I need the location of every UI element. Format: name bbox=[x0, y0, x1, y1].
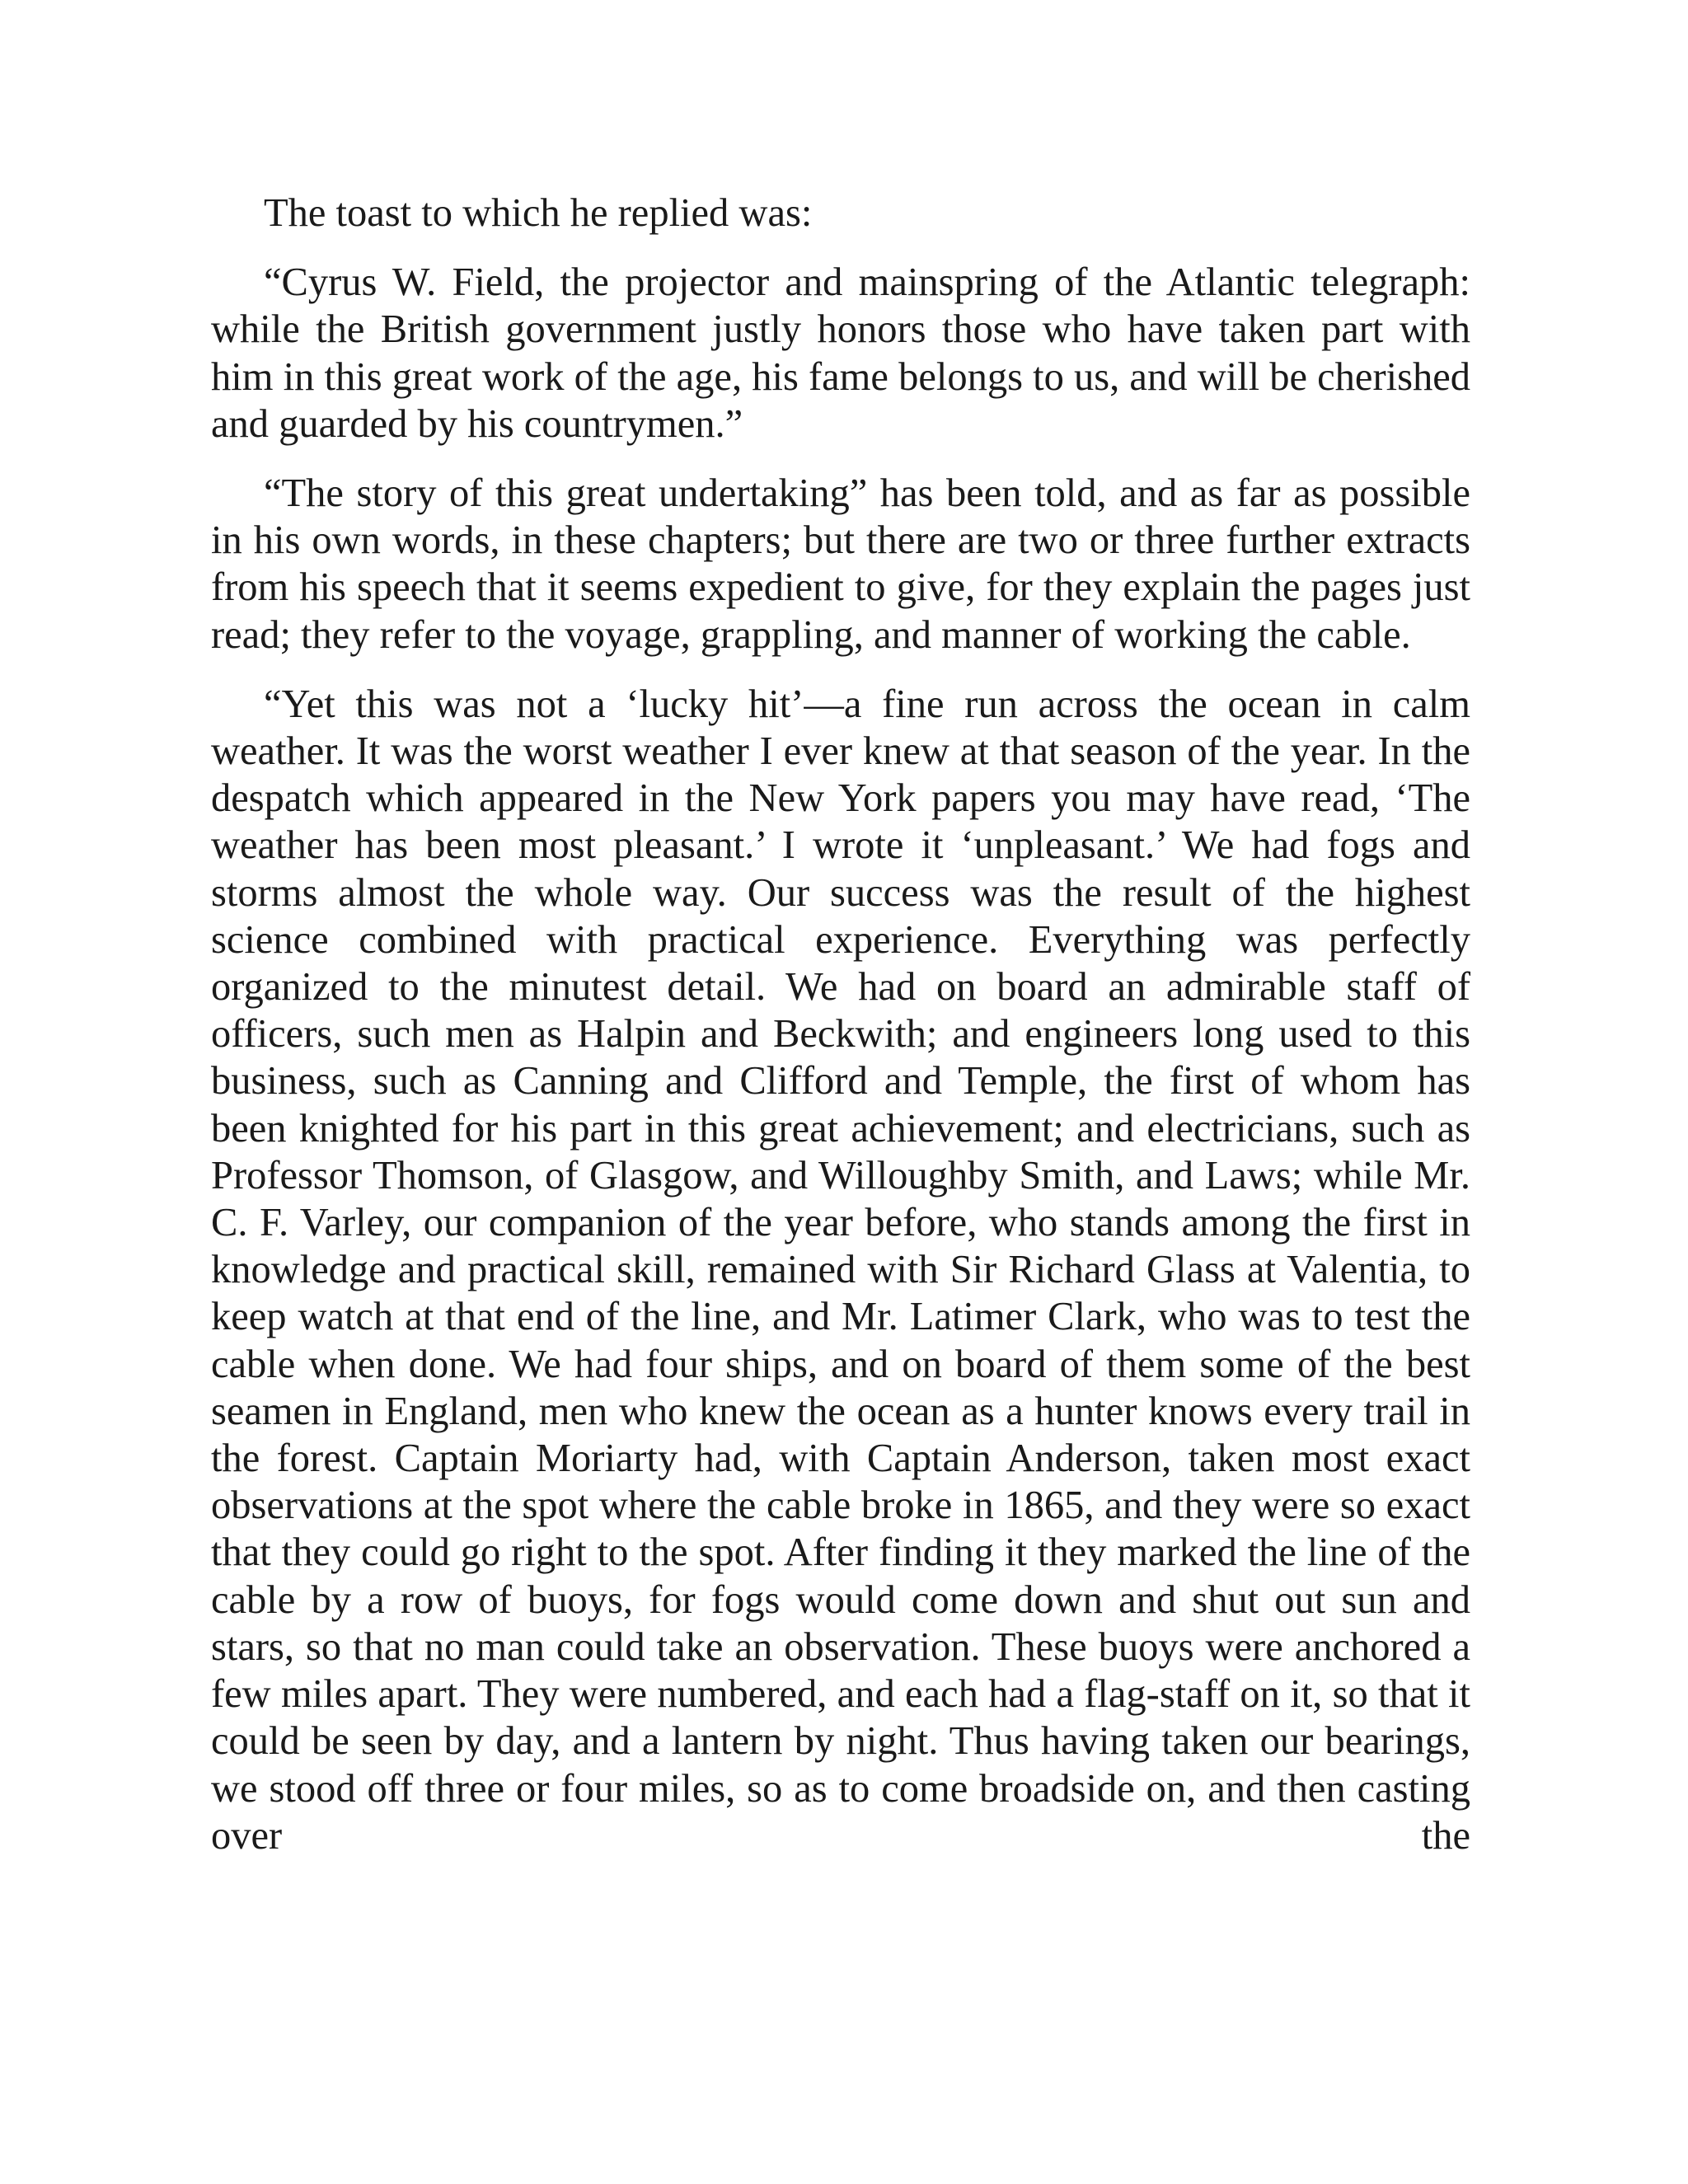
paragraph-toast-quote: “Cyrus W. Field, the projector and mainspring of the Atlantic telegraph: while the British government justly honors those who have taken part with him in this great work of the age, his fame belongs to us, and will be cherished and guarded by his countrymen.” bbox=[211, 260, 1470, 446]
paragraph-toast-intro: The toast to which he replied was: bbox=[264, 191, 813, 235]
body-text bbox=[211, 190, 1470, 1882]
paragraph-speech-extract: “Yet this was not a ‘lucky hit’—a fine run across the ocean in calm weather. It was the worst weather I ever knew at that season of the year. In the despatch which appeared in the New York papers you may have read, ‘The weather has been most pleasant.’ I wrote it ‘unpleasant.’ We had fogs and storms almost the whole way. Our success was the result of the highest science combined with practical experience. Everything was perfectly organized to the minutest detail. We had on board an admirable staff of officers, such men as Halpin and Beckwith; and engineers long used to this business, such as Canning and Clifford and Temple, the first of whom has been knighted for his part in this great achievement; and electricians, such as Professor Thomson, of Glasgow, and Willoughby Smith, and Laws; while Mr. C. F. Varley, our companion of the year before, who stands among the first in knowledge and practical skill, remained with Sir Richard Glass at Valentia, to keep watch at that end of the line, and Mr. Latimer Clark, who was to test the cable when done. We had four ships, and on board of them some of the best seamen in England, men who knew the ocean as a hunter knows every trail in the forest. Captain Moriarty had, with Captain Anderson, taken most exact observations at the spot where the cable broke in 1865, and they were so exact that they could go right to the spot. After finding it they marked the line of the cable by a row of buoys, for fogs would come down and shut out sun and stars, so that no man could take an observation. These buoys were anchored a few miles apart. They were numbered, and each had a flag-staff on it, so that it could be seen by day, and a lantern by night. Thus having taken our bearings, we stood off three or four miles, so as to come broadside on, and then casting over the bbox=[211, 682, 1470, 1858]
paragraph-story: “The story of this great undertaking” has been told, and as far as possible in his own words, in these chapters; but there are two or three further extracts from his speech that it seems expedient to give, for they explain the pages just read; they refer to the voyage, grappling, and manner of working the cable. bbox=[211, 471, 1470, 657]
